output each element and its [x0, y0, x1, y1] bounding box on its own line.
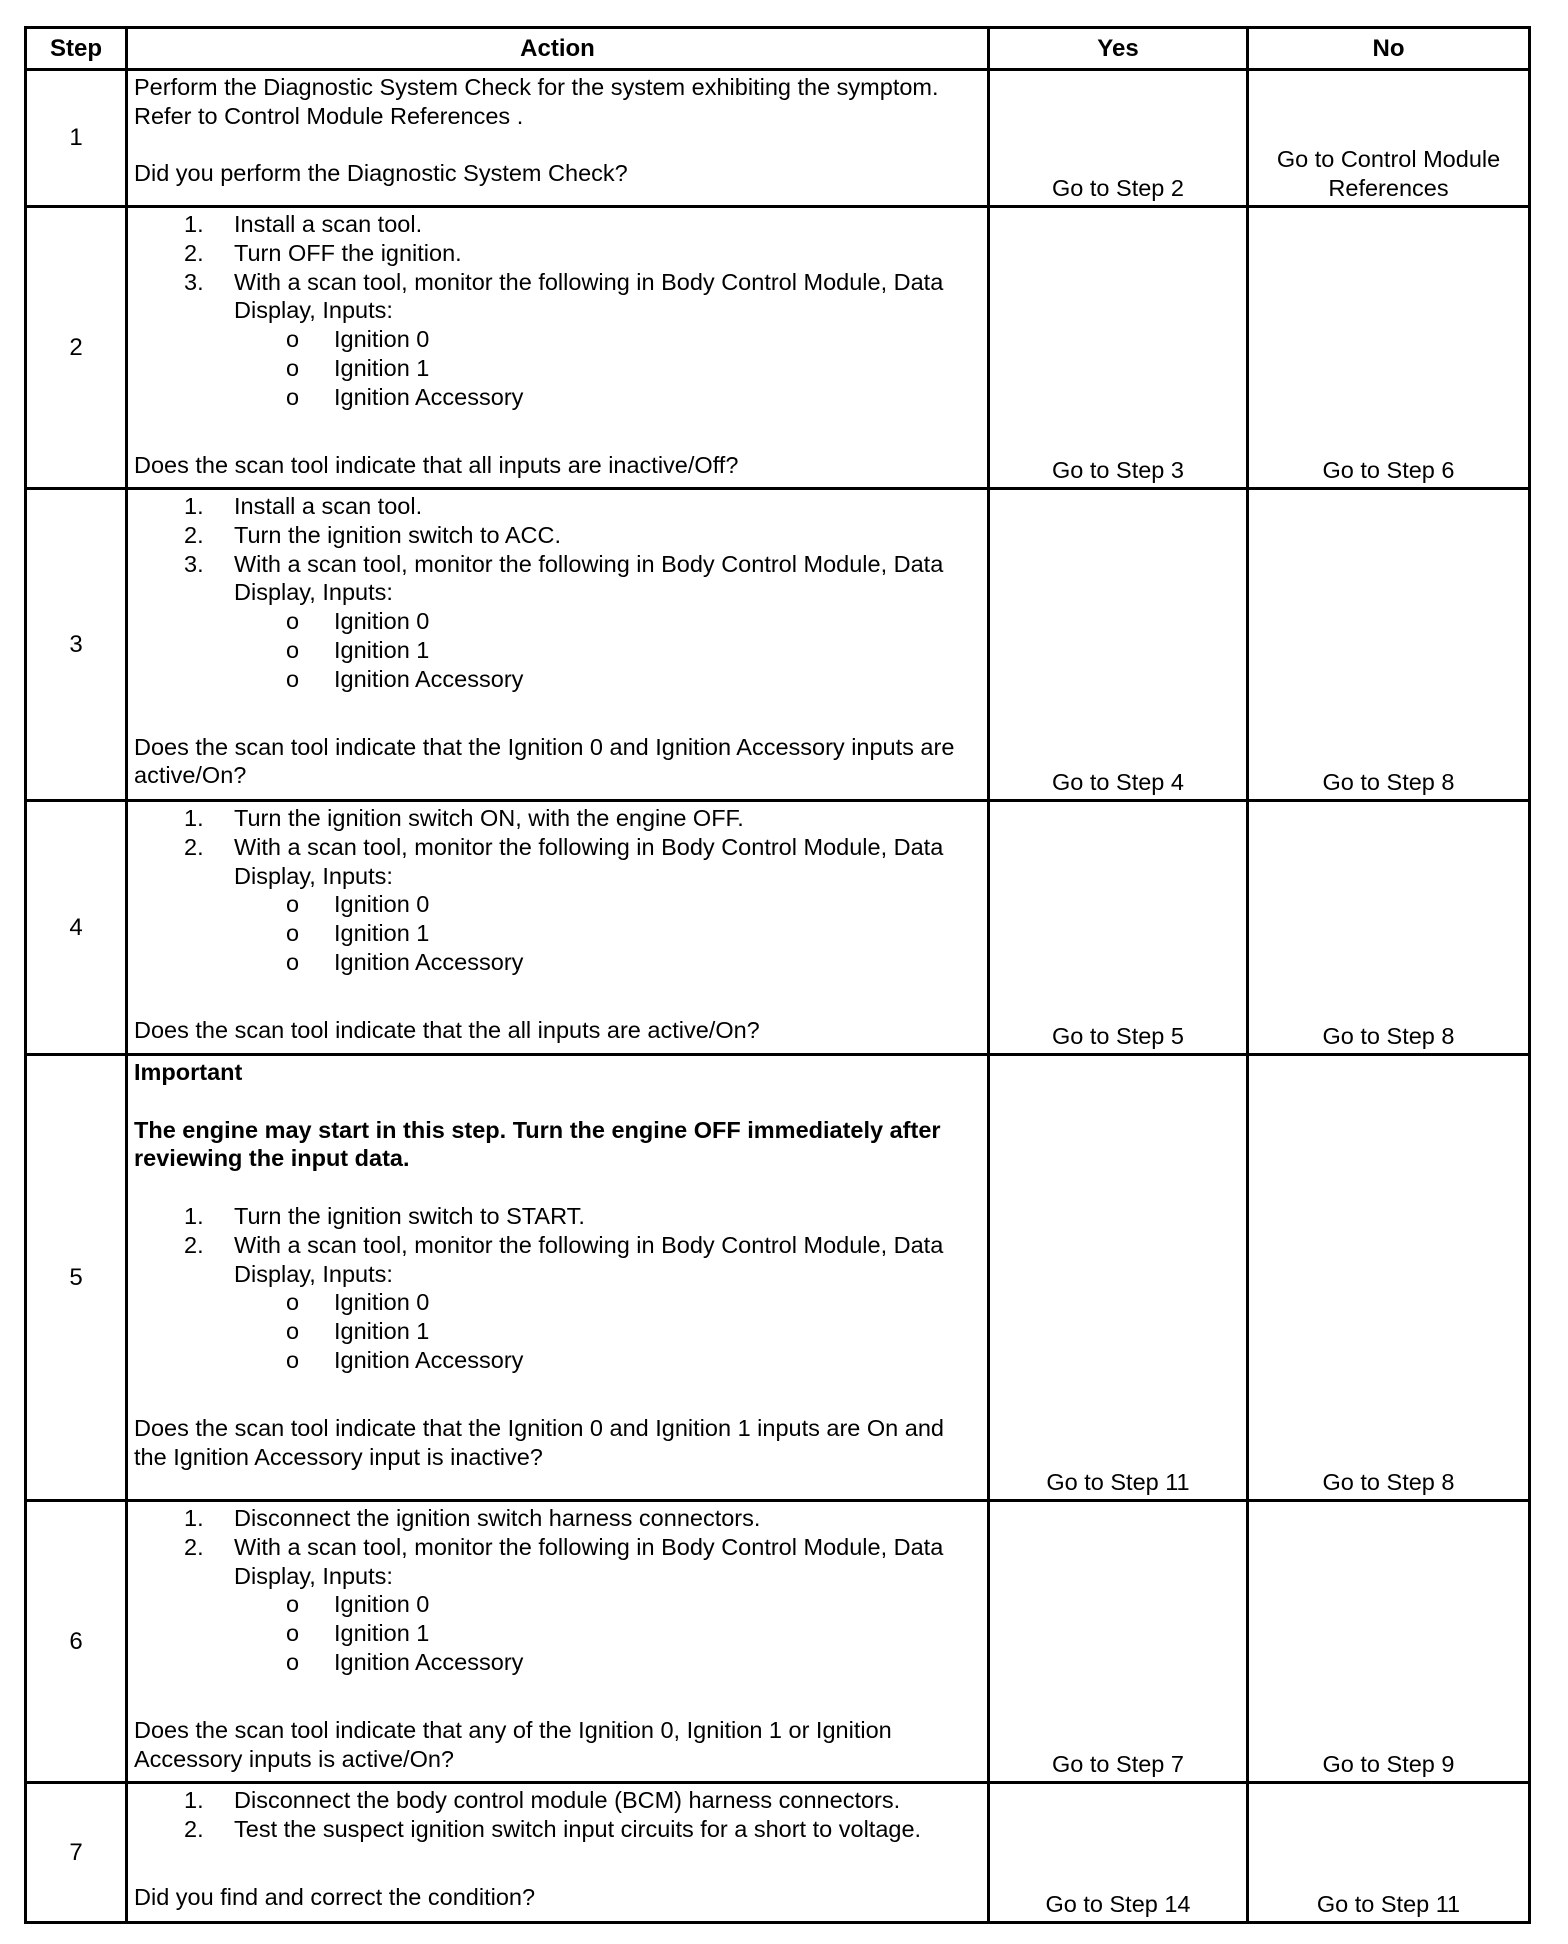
step-number: 7 — [26, 1783, 127, 1923]
procedure-item: 1. Disconnect the body control module (BCM) harness connectors. — [184, 1787, 901, 1813]
procedure-item: 1. Disconnect the ignition switch harness connectors. — [184, 1505, 761, 1531]
bullet-icon: o — [286, 1346, 300, 1373]
no-cell: Go to Step 9 — [1248, 1501, 1530, 1783]
action-cell — [127, 489, 989, 801]
procedure-item: 1. Turn the ignition switch to START. — [184, 1202, 585, 1229]
procedure-list — [134, 492, 981, 607]
action-cell — [127, 1055, 989, 1501]
no-cell: Go to Step 8 — [1248, 489, 1530, 801]
step-number: 6 — [26, 1501, 127, 1783]
input-list — [134, 1590, 981, 1676]
procedure-list — [134, 1202, 981, 1288]
bullet-icon: o — [286, 608, 300, 635]
table-row-step-3 — [26, 489, 1530, 801]
action-cell — [127, 1783, 989, 1923]
step-number: 2 — [26, 207, 127, 489]
table-row-step-6 — [26, 1501, 1530, 1783]
input-item: o Ignition Accessory — [286, 383, 524, 410]
question-text: Does the scan tool indicate that the Ignition 0 and Ignition Accessory inputs are active/On? — [134, 733, 955, 789]
bullet-icon: o — [286, 1591, 300, 1618]
important-heading: Important — [134, 1059, 243, 1085]
procedure-item: 1. Install a scan tool. — [184, 493, 423, 519]
input-item: o Ignition 0 — [286, 1289, 430, 1316]
action-cell — [127, 801, 989, 1055]
input-list — [134, 607, 981, 693]
question-text: Does the scan tool indicate that the Ignition 0 and Ignition 1 inputs are On and the Ignition Accessory input is inactive? — [134, 1414, 944, 1470]
procedure-list — [134, 804, 981, 890]
action-text: Refer to Control Module References . — [134, 102, 524, 129]
no-cell: Go to Control Module References — [1248, 70, 1530, 207]
step-number: 4 — [26, 801, 127, 1055]
action-text: Perform the Diagnostic System Check for the system exhibiting the symptom. — [134, 74, 939, 100]
procedure-item: 2. Turn OFF the ignition. — [184, 239, 462, 266]
yes-cell: Go to Step 5 — [989, 801, 1248, 1055]
table-row-step-2 — [26, 207, 1530, 489]
header-step: Step — [26, 28, 127, 70]
input-item: o Ignition 0 — [286, 326, 430, 353]
bullet-icon: o — [286, 665, 300, 692]
bullet-icon: o — [286, 1289, 300, 1316]
bullet-icon: o — [286, 891, 300, 918]
input-item: o Ignition 0 — [286, 1591, 430, 1618]
bullet-icon: o — [286, 1620, 300, 1647]
procedure-item: 1. Install a scan tool. — [184, 211, 423, 237]
step-number: 1 — [26, 70, 127, 207]
no-cell: Go to Step 6 — [1248, 207, 1530, 489]
procedure-list — [134, 1504, 981, 1590]
action-cell — [127, 70, 989, 207]
step-number: 5 — [26, 1055, 127, 1501]
procedure-item: 2. Turn the ignition switch to ACC. — [184, 521, 561, 548]
input-list — [134, 325, 981, 411]
procedure-item: 2. With a scan tool, monitor the following in Body Control Module, Data Display, Inputs: — [184, 1231, 944, 1287]
input-item: o Ignition 1 — [286, 636, 430, 663]
header-action: Action — [127, 28, 989, 70]
procedure-item: 1. Turn the ignition switch ON, with the engine OFF. — [184, 805, 744, 831]
header-row — [26, 28, 1530, 70]
input-item: o Ignition 1 — [286, 354, 430, 381]
input-item: o Ignition 0 — [286, 608, 430, 635]
table-row-step-4 — [26, 801, 1530, 1055]
input-list — [134, 1288, 981, 1374]
question-text: Did you find and correct the condition? — [134, 1883, 536, 1910]
input-item: o Ignition 1 — [286, 1620, 430, 1647]
diagnostic-table — [24, 26, 1531, 1924]
bullet-icon: o — [286, 1318, 300, 1345]
input-item: o Ignition 1 — [286, 920, 430, 947]
procedure-list — [134, 1786, 981, 1844]
question-text: Does the scan tool indicate that all inputs are inactive/Off? — [134, 451, 739, 478]
input-item: o Ignition Accessory — [286, 948, 524, 975]
header-yes: Yes — [989, 28, 1248, 70]
table-row-step-7 — [26, 1783, 1530, 1923]
bullet-icon: o — [286, 354, 300, 381]
yes-cell: Go to Step 2 — [989, 70, 1248, 207]
procedure-list — [134, 210, 981, 325]
yes-cell: Go to Step 3 — [989, 207, 1248, 489]
bullet-icon: o — [286, 326, 300, 353]
procedure-item: 3. With a scan tool, monitor the following in Body Control Module, Data Display, Inputs: — [184, 550, 944, 606]
step-number: 3 — [26, 489, 127, 801]
procedure-item: 2. Test the suspect ignition switch input circuits for a short to voltage. — [184, 1815, 922, 1842]
procedure-item: 3. With a scan tool, monitor the following in Body Control Module, Data Display, Inputs: — [184, 268, 944, 324]
input-item: o Ignition 0 — [286, 891, 430, 918]
input-list — [134, 890, 981, 976]
yes-cell: Go to Step 7 — [989, 1501, 1248, 1783]
header-no: No — [1248, 28, 1530, 70]
input-item: o Ignition Accessory — [286, 665, 524, 692]
yes-cell: Go to Step 4 — [989, 489, 1248, 801]
input-item: o Ignition Accessory — [286, 1346, 524, 1373]
question-text: Did you perform the Diagnostic System Check? — [134, 160, 628, 187]
bullet-icon: o — [286, 636, 300, 663]
action-cell — [127, 207, 989, 489]
input-item: o Ignition 1 — [286, 1318, 430, 1345]
bullet-icon: o — [286, 1648, 300, 1675]
yes-cell: Go to Step 14 — [989, 1783, 1248, 1923]
procedure-item: 2. With a scan tool, monitor the following in Body Control Module, Data Display, Inputs: — [184, 1533, 944, 1589]
no-cell: Go to Step 8 — [1248, 801, 1530, 1055]
input-item: o Ignition Accessory — [286, 1648, 524, 1675]
no-cell: Go to Step 11 — [1248, 1783, 1530, 1923]
yes-cell: Go to Step 11 — [989, 1055, 1248, 1501]
question-text: Does the scan tool indicate that any of the Ignition 0, Ignition 1 or Ignition Accessory inputs is active/On? — [134, 1716, 892, 1772]
question-text: Does the scan tool indicate that the all inputs are active/On? — [134, 1016, 760, 1043]
table-row-step-5 — [26, 1055, 1530, 1501]
action-cell — [127, 1501, 989, 1783]
bullet-icon: o — [286, 920, 300, 947]
warning-text: The engine may start in this step. Turn the engine OFF immediately after reviewing the input data. — [134, 1116, 941, 1172]
bullet-icon: o — [286, 948, 300, 975]
bullet-icon: o — [286, 383, 300, 410]
no-cell: Go to Step 8 — [1248, 1055, 1530, 1501]
procedure-item: 2. With a scan tool, monitor the following in Body Control Module, Data Display, Inputs: — [184, 833, 944, 889]
table-row-step-1 — [26, 70, 1530, 207]
